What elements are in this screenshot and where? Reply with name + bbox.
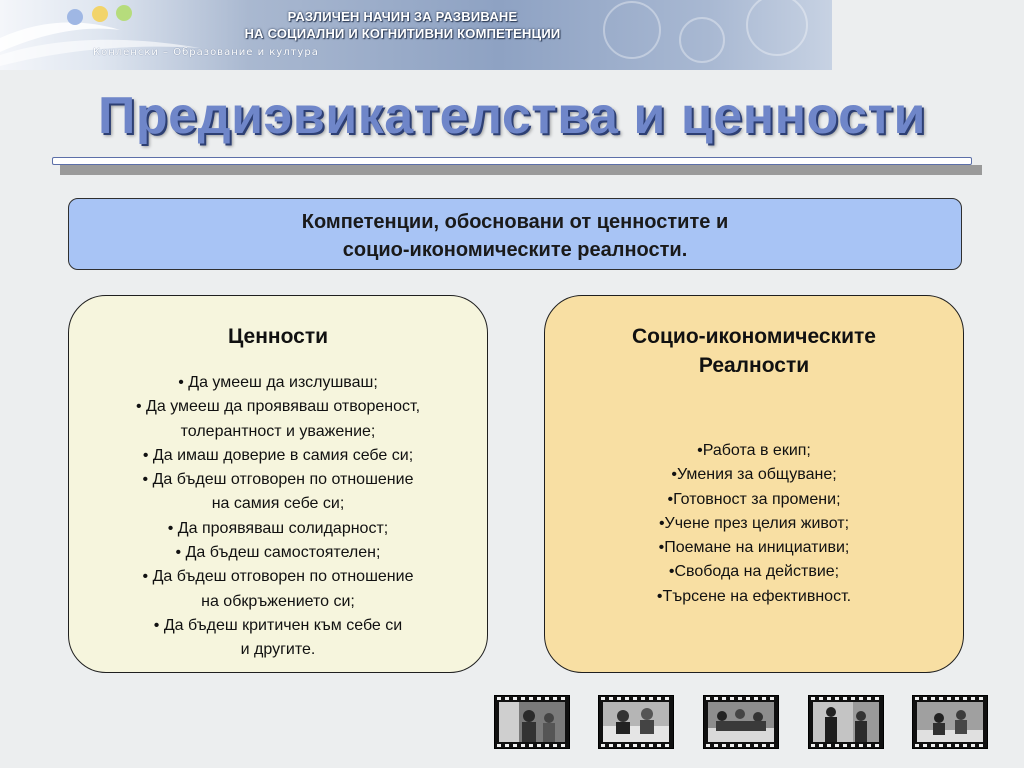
photo-people-icon	[813, 702, 879, 742]
list-item: • Да бъдеш критичен към себе си	[153, 616, 403, 634]
list-item: • Да бъдеш отговорен по отношение	[142, 568, 414, 586]
photo-people-icon	[603, 702, 669, 742]
page-title: Предиэвикателства и ценности	[98, 87, 926, 145]
photo-people-icon	[917, 702, 983, 742]
list-item: на самия себе си;	[211, 495, 345, 513]
intro-box	[68, 198, 962, 270]
banner-decoration-icon	[592, 0, 832, 70]
list-item: • Да бъдеш отговорен по отношение	[142, 471, 414, 489]
realities-heading	[545, 296, 963, 380]
title-rule	[52, 157, 972, 165]
photo-thumbnail	[808, 695, 884, 749]
list-item: •Търсене на ефективност.	[656, 587, 852, 605]
list-item: •Учене през целия живот;	[658, 514, 850, 532]
list-item: •Готовност за промени;	[667, 490, 841, 508]
values-heading: Ценности	[227, 325, 329, 348]
list-item: толерантност и уважение;	[180, 422, 376, 440]
banner-title	[185, 8, 620, 42]
photo-people-icon	[708, 702, 774, 742]
values-panel	[68, 295, 488, 673]
values-list	[69, 371, 487, 663]
list-item: и другите.	[240, 641, 316, 659]
list-item: • Да проявяваш солидарност;	[167, 519, 389, 537]
photo-thumbnail	[703, 695, 779, 749]
banner-subtitle: Конленски – Образование и култура	[93, 47, 319, 58]
header-banner	[0, 0, 832, 70]
list-item: •Умения за общуване;	[671, 466, 837, 484]
realities-heading-line1: Социо-икономическите	[632, 325, 876, 348]
photo-thumbnail	[912, 695, 988, 749]
banner-title-line1: РАЗЛИЧЕН НАЧИН ЗА РАЗВИВАНЕ	[287, 9, 518, 24]
banner-title-line2: НА СОЦИАЛНИ И КОГНИТИВНИ КОМПЕТЕНЦИИ	[244, 26, 561, 41]
list-item: • Да имаш доверие в самия себе си;	[142, 446, 414, 464]
realities-panel	[544, 295, 964, 673]
list-item: • Да бъдеш самостоятелен;	[175, 544, 381, 562]
photo-strip	[494, 695, 994, 751]
photo-people-icon	[499, 702, 565, 742]
intro-line1: Компетенции, обосновани от ценностите и	[301, 211, 729, 233]
list-item: •Работа в екип;	[697, 442, 811, 459]
list-item: • Да умееш да проявяваш отвореност,	[135, 398, 421, 416]
list-item: •Свобода на действие;	[668, 563, 840, 581]
intro-line2: социо-икономическите реалности.	[342, 239, 688, 261]
photo-thumbnail	[598, 695, 674, 749]
title-rule-shadow	[60, 165, 982, 175]
realities-heading-line2: Реалности	[698, 354, 810, 377]
list-item: на обкръжението си;	[201, 592, 355, 610]
list-item: • Да умееш да изслушваш;	[178, 374, 378, 391]
list-item: •Поемане на инициативи;	[658, 539, 850, 557]
realities-list	[545, 439, 963, 609]
photo-thumbnail	[494, 695, 570, 749]
